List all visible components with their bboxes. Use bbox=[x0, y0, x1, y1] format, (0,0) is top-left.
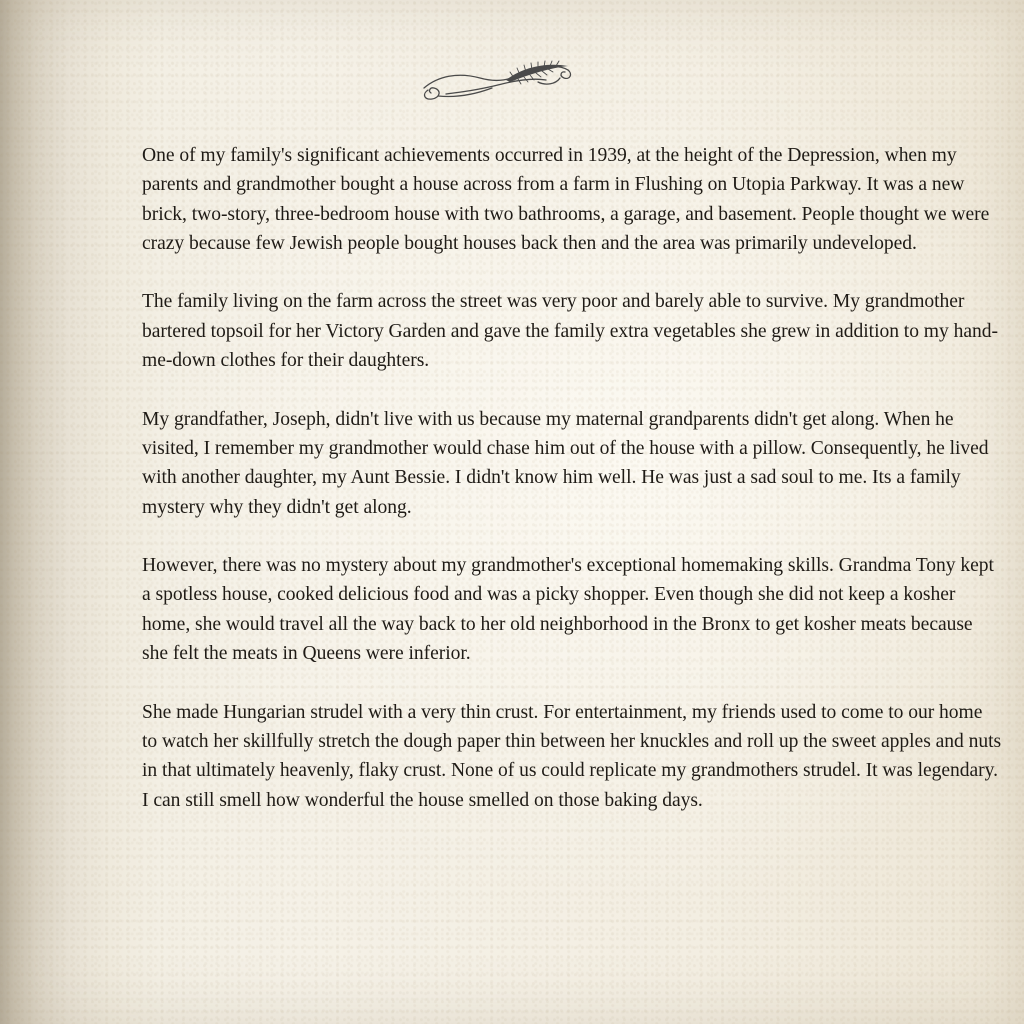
paragraph-house: One of my family's significant achievements occurred in 1939, at the height of the Depression, when my parents and grandmother bought a house across from a farm in Flushing on Utopia Parkway. It was a new brick, two-story, three-bedroom house with two bathrooms, a garage, and basement. People thought we were crazy because few Jewish people bought houses back then and the area was primarily undeveloped. bbox=[142, 145, 990, 254]
body-text bbox=[142, 141, 1002, 844]
paragraph-homemaking: However, there was no mystery about my grandmother's exceptional homemaking skills. Grandma Tony kept a spotless house, cooked delicious food and was a picky shopper. Even though she did not keep a kosher home, she would travel all the way back to her old neighborhood in the Bronx to get kosher meats because she felt the meats in Queens were inferior. bbox=[142, 555, 994, 665]
paragraph-strudel: She made Hungarian strudel with a very thin crust. For entertainment, my friends used to come to our home to watch her skillfully stretch the dough paper thin between her knuckles and roll up the sweet apples and nuts in that ultimately heavenly, flaky crust. None of us could replicate my grandmothers strudel. It was legendary. I can still smell how wonderful the house smelled on those baking days. bbox=[142, 701, 1002, 811]
flourish-feather-ornament-icon bbox=[418, 58, 574, 104]
paragraph-grandfather: My grandfather, Joseph, didn't live with us because my maternal grandparents didn't get along. When he visited, I remember my grandmother would chase him out of the house with a pillow. Consequently, he lived with another daughter, my Aunt Bessie. I didn't know him well. He was just a sad soul to me. Its a family mystery why they didn't get along. bbox=[142, 408, 989, 518]
paragraph-farm-family: The family living on the farm across the street was very poor and barely able to survive. My grandmother bartered topsoil for her Victory Garden and gave the family extra vegetables she grew in addition to my hand-me-down clothes for their daughters. bbox=[142, 291, 998, 372]
